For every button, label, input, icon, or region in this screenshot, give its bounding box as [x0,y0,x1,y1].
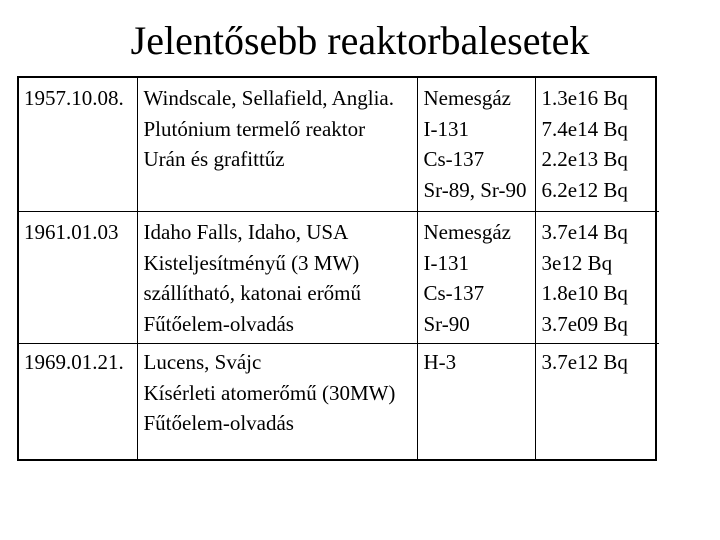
isotope-name: Cs-137 [423,281,485,305]
isotope-name: Sr-89, Sr-90 [423,177,527,202]
isotope-name: I-131 [423,250,469,275]
activity-value: 3e12 Bq [541,250,613,275]
activity-cell [535,212,659,344]
accident-location: Idaho Falls, Idaho, USA [143,220,349,244]
accident-date: 1957.10.08. [24,86,124,110]
isotope-name: H-3 [423,350,457,374]
activity-value: 3.7e09 Bq [541,311,628,336]
isotope-name: Cs-137 [423,147,485,171]
accident-cause: Urán és grafittűz [143,147,285,171]
table-row [19,344,659,460]
isotope-name: I-131 [423,116,469,141]
accident-date-cell [19,78,137,212]
activity-cell [535,344,659,460]
accident-cause: Fűtőelem-olvadás [143,411,294,435]
accident-date-cell [19,212,137,344]
activity-cell [535,78,659,212]
accident-place-cell [137,212,417,344]
slide-title: Jelentősebb reaktorbalesetek [130,18,590,63]
reactor-type: Kisteljesítményű (3 MW) [143,250,360,275]
reactor-type: Kísérleti atomerőmű (30MW) [143,380,396,405]
accident-location: Windscale, Sellafield, Anglia. [143,86,395,110]
activity-value: 1.8e10 Bq [541,281,628,305]
accident-date-cell [19,344,137,460]
isotope-name: Sr-90 [423,311,470,336]
accident-place-cell [137,344,417,460]
activity-value: 3.7e12 Bq [541,350,628,374]
isotope-name: Nemesgáz [423,86,511,110]
accident-location: Lucens, Svájc [143,350,262,374]
reactor-accidents-table [17,76,657,461]
table-row [19,212,659,344]
accident-date: 1961.01.03 [24,220,119,244]
activity-value: 1.3e16 Bq [541,86,628,110]
isotope-cell [417,344,535,460]
reactor-type: Plutónium termelő reaktor [143,116,366,141]
activity-value: 6.2e12 Bq [541,177,628,202]
reactor-type-detail: szállítható, katonai erőmű [143,281,362,305]
accidents-table-grid [19,78,659,459]
accident-date: 1969.01.21. [24,350,124,374]
isotope-cell [417,212,535,344]
activity-value: 2.2e13 Bq [541,147,628,171]
isotope-name: Nemesgáz [423,220,511,244]
isotope-cell [417,78,535,212]
accident-cause: Fűtőelem-olvadás [143,311,294,336]
accident-place-cell [137,78,417,212]
activity-value: 7.4e14 Bq [541,116,628,141]
table-row [19,78,659,212]
activity-value: 3.7e14 Bq [541,220,628,244]
